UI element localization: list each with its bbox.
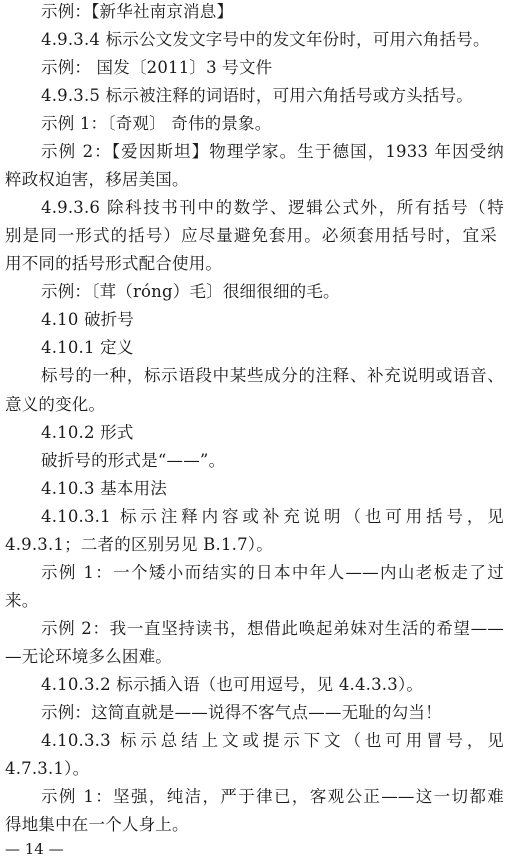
example-line: 示例 2：我一直坚持读书，想借此唤起弟妹对生活的希望—— bbox=[41, 618, 504, 638]
example-line: 示例：【新华社南京消息】 bbox=[41, 2, 234, 21]
section-4-9-3-4: 4.9.3.4 标示公文发文字号中的发文年份时，可用六角括号。 bbox=[41, 30, 490, 49]
section-heading-4-10-1: 4.10.1 定义 bbox=[41, 338, 134, 358]
section-4-9-3-6: 4.9.3.6 除科技书刊中的数学、逻辑公式外，所有括号（特 bbox=[41, 198, 504, 218]
section-4-10-3-3: 4.10.3.3 标示总结上文或提示下文（也可用冒号，见 bbox=[41, 730, 504, 750]
section-heading-4-10-3: 4.10.3 基本用法 bbox=[41, 478, 167, 498]
continuation-line: 来。 bbox=[5, 590, 39, 610]
example-line: 示例 1：一个矮小而结实的日本中年人——内山老板走了过 bbox=[41, 562, 504, 582]
example-line: 示例：这简直就是——说得不客气点——无耻的勾当！ bbox=[41, 702, 442, 722]
continuation-line: 意义的变化。 bbox=[5, 394, 106, 414]
continuation-line: —无论环境多么困难。 bbox=[5, 646, 172, 666]
continuation-line: 别是同一形式的括号）应尽量避免套用。必须套用括号时，宜采 bbox=[5, 226, 497, 246]
example-line: 示例 1：坚强，纯洁，严于律已，客观公正——这一切都难 bbox=[41, 787, 504, 806]
continuation-line: 得地集中在一个人身上。 bbox=[5, 815, 189, 834]
example-line: 示例：〔茸（róng）毛〕很细很细的毛。 bbox=[41, 282, 340, 302]
example-line: 示例 1：〔奇观〕 奇伟的景象。 bbox=[41, 114, 272, 134]
section-4-9-3-5: 4.9.3.5 标示被注释的词语时，可用六角括号或方头括号。 bbox=[41, 86, 473, 106]
continuation-line: 4.9.3.1；二者的区别另见 B.1.7）。 bbox=[5, 534, 273, 554]
section-4-10-3-2: 4.10.3.2 标示插入语（也可用逗号，见 4.4.3.3）。 bbox=[41, 674, 424, 694]
continuation-line: 用不同的括号形式配合使用。 bbox=[5, 254, 223, 274]
section-4-10-3-1: 4.10.3.1 标示注释内容或补充说明（也可用括号，见 bbox=[41, 506, 504, 526]
form-line: 破折号的形式是“——”。 bbox=[41, 450, 226, 470]
example-line: 示例 2：【爱因斯坦】物理学家。生于德国，1933 年因受纳 bbox=[41, 142, 504, 162]
continuation-line: 粹政权迫害，移居美国。 bbox=[5, 170, 189, 190]
definition-line: 标号的一种，标示语段中某些成分的注释、补充说明或语音、 bbox=[41, 366, 504, 386]
section-heading-4-10-2: 4.10.2 形式 bbox=[41, 422, 134, 442]
continuation-line: 4.7.3.1）。 bbox=[5, 758, 90, 778]
section-heading-4-10: 4.10 破折号 bbox=[41, 310, 135, 330]
example-line: 示例： 国发〔2011〕3 号文件 bbox=[41, 58, 273, 78]
page-number: — 14 — bbox=[5, 840, 64, 858]
